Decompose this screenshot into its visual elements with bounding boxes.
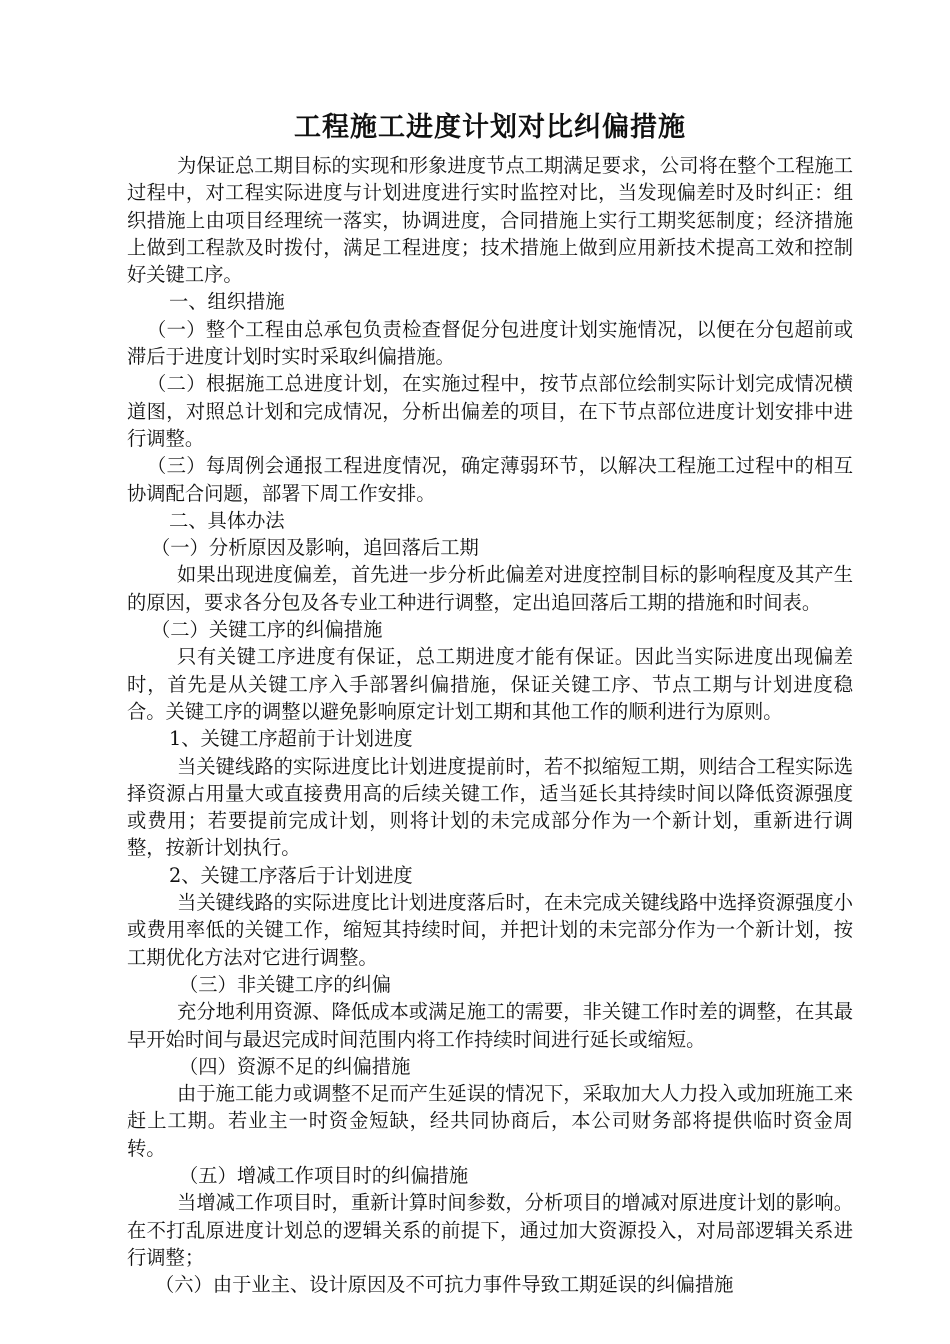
- document-title: 工程施工进度计划对比纠偏措施: [294, 112, 686, 143]
- method-heading-6: （六）由于业主、设计原因及不可抗力事件导致工期延误的纠偏措施: [155, 1273, 734, 1297]
- method-paragraph-5: 当增减工作项目时，重新计算时间参数，分析项目的增减对原进度计划的影响。在不打乱原进度计划总的逻辑关系的前提下，通过加大资源投入，对局部逻辑关系进行调整；: [127, 1191, 853, 1269]
- section-heading-organization: 一、组织措施: [169, 290, 285, 314]
- method-paragraph-3: 充分地利用资源、降低成本或满足施工的需要，非关键工作时差的调整，在其最早开始时间与最迟完成时间范围内将工作持续时间进行延长或缩短。: [127, 1000, 853, 1051]
- subheading-ahead: 1、关键工序超前于计划进度: [169, 727, 413, 751]
- org-item-2: （二）根据施工总进度计划，在实施过程中，按节点部位绘制实际计划完成情况横道图，对照总计划和完成情况，分析出偏差的项目，在下节点部位进度计划安排中进行调整。: [127, 372, 853, 450]
- subheading-behind: 2、关键工序落后于计划进度: [169, 863, 413, 887]
- method-heading-2: （二）关键工序的纠偏措施: [151, 618, 383, 642]
- document-page: [127, 108, 853, 1298]
- method-heading-3: （三）非关键工序的纠偏: [179, 972, 392, 996]
- method-paragraph-1: 如果出现进度偏差，首先进一步分析此偏差对进度控制目标的影响程度及其产生的原因，要求各分包及各专业工种进行调整，定出追回落后工期的措施和时间表。: [127, 563, 853, 614]
- method-heading-4: （四）资源不足的纠偏措施: [179, 1054, 411, 1078]
- section-heading-methods: 二、具体办法: [169, 508, 285, 532]
- paragraph-behind: 当关键线路的实际进度比计划进度落后时，在未完成关键线路中选择资源强度小或费用率低的关键工作，缩短其持续时间，并把计划的未完部分作为一个新计划，按工期优化方法对它进行调整。: [127, 891, 853, 969]
- method-heading-1: （一）分析原因及影响，追回落后工期: [151, 536, 479, 560]
- paragraph-ahead: 当关键线路的实际进度比计划进度提前时，若不拟缩短工期，则结合工程实际选择资源占用量大或直接费用高的后续关键工作，适当延长其持续时间以降低资源强度或费用；若要提前完成计划，则将计划的未完成部分作为一个新计划，重新进行调整，按新计划执行。: [127, 754, 853, 860]
- intro-paragraph: 为保证总工期目标的实现和形象进度节点工期满足要求，公司将在整个工程施工过程中，对工程实际进度与计划进度进行实时监控对比，当发现偏差时及时纠正：组织措施上由项目经理统一落实，协调进度，合同措施上实行工期奖惩制度；经济措施上做到工程款及时拨付，满足工程进度；技术措施上做到应用新技术提高工效和控制好关键工序。: [127, 154, 853, 287]
- method-paragraph-2: 只有关键工序进度有保证，总工期进度才能有保证。因此当实际进度出现偏差时，首先是从关键工序入手部署纠偏措施，保证关键工序、节点工期与计划进度稳合。关键工序的调整以避免影响原定计划工期和其他工作的顺利进行为原则。: [127, 645, 853, 723]
- org-item-1: （一）整个工程由总承包负责检查督促分包进度计划实施情况，以便在分包超前或滞后于进度计划时实时采取纠偏措施。: [127, 317, 853, 369]
- method-paragraph-4: 由于施工能力或调整不足而产生延误的情况下，采取加大人力投入或加班施工来赶上工期。若业主一时资金短缺，经共同协商后，本公司财务部将提供临时资金周转。: [127, 1082, 853, 1160]
- method-heading-5: （五）增减工作项目时的纠偏措施: [179, 1163, 469, 1187]
- org-item-3: （三）每周例会通报工程进度情况，确定薄弱环节，以解决工程施工过程中的相互协调配合问题，部署下周工作安排。: [127, 454, 853, 505]
